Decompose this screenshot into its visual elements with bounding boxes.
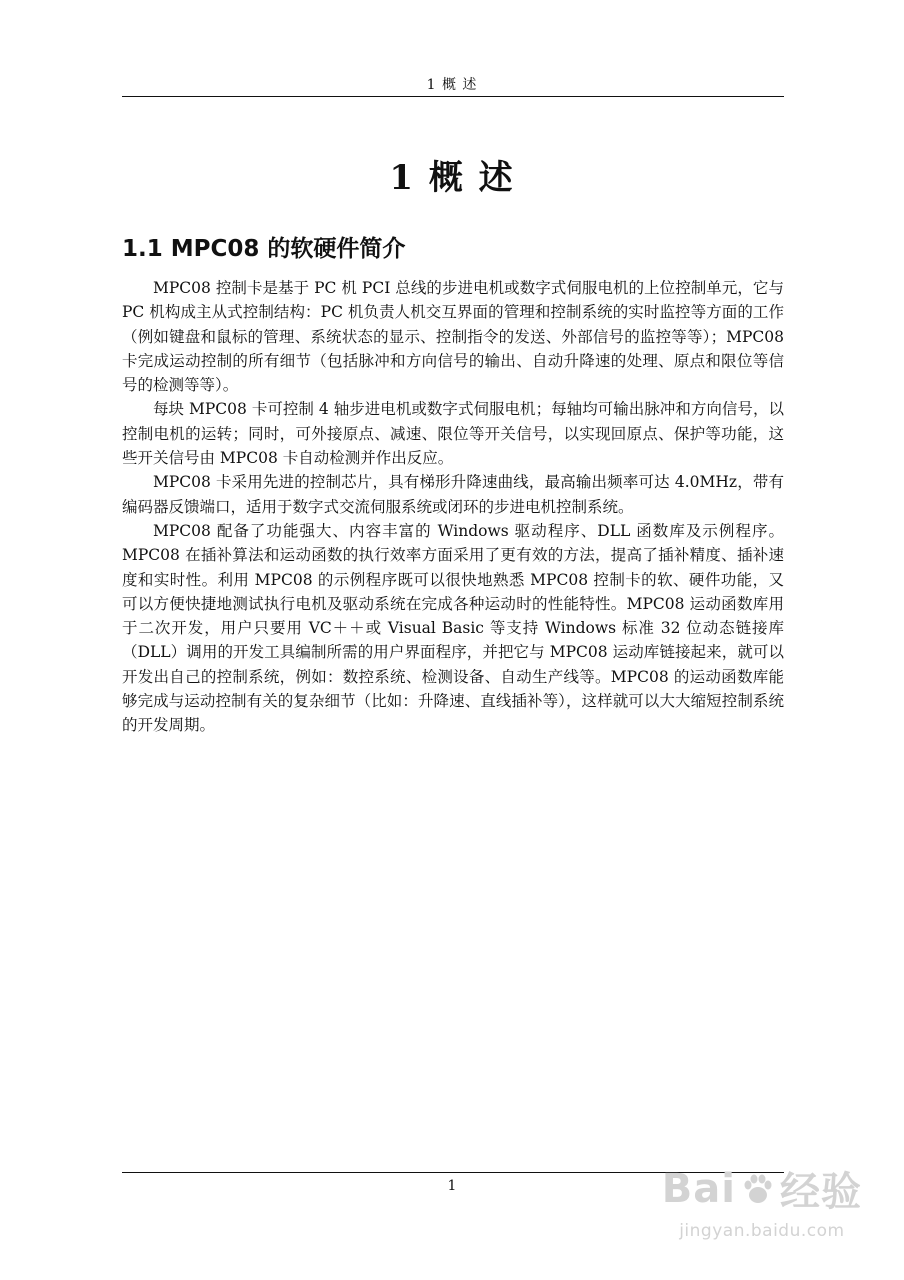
watermark-logo-text-left: Bai bbox=[661, 1165, 736, 1212]
paragraph-4: MPC08 配备了功能强大、内容丰富的 Windows 驱动程序、DLL 函数库及示例程序。MPC08 在插补算法和运动函数的执行效率方面采用了更有效的方法，提高了插补精度、插补速度和实时性。利用 MPC08 的示例程序既可以很快地熟悉 MPC08 控制卡的软、硬件功能，又可以方便快捷地测试执行电机及驱动系统在完成各种运动时的性能特性。MPC08 运动函数库用于二次开发，用户只要用 VC＋＋或 Visual Basic 等支持 Windows 标准 32 位动态链接库（DLL）调用的开发工具编制所需的用户界面程序，并把它与 MPC08 运动库链接起来，就可以开发出自己的控制系统，例如：数控系统、检测设备、自动生产线等。MPC08 的运动函数库能够完成与运动控制有关的复杂细节（比如：升降速、直线插补等），这样就可以大大缩短控制系统的开发周期。 bbox=[122, 521, 784, 735]
watermark-logo bbox=[662, 1160, 862, 1217]
paw-icon bbox=[740, 1171, 776, 1207]
baidu-watermark bbox=[662, 1160, 862, 1241]
header-rule bbox=[122, 96, 784, 97]
body-text bbox=[122, 276, 784, 738]
section-heading: 1.1 MPC08 的软硬件简介 bbox=[122, 236, 406, 262]
watermark-logo-text-right: 经验 bbox=[780, 1169, 862, 1215]
paragraph-3: MPC08 卡采用先进的控制芯片，具有梯形升降速曲线，最高输出频率可达 4.0MHz，带有编码器反馈端口，适用于数字式交流伺服系统或闭环的步进电机控制系统。 bbox=[122, 473, 784, 516]
paragraph-2: 每块 MPC08 卡可控制 4 轴步进电机或数字式伺服电机；每轴均可输出脉冲和方向信号，以控制电机的运转；同时，可外接原点、减速、限位等开关信号，以实现回原点、保护等功能，这些开关信号由 MPC08 卡自动检测并作出反应。 bbox=[122, 400, 784, 468]
chapter-title: 1 概 述 bbox=[389, 158, 515, 198]
running-head: 1 概 述 bbox=[426, 77, 478, 93]
watermark-url: jingyan.baidu.com bbox=[679, 1221, 845, 1241]
page-number: 1 bbox=[447, 1178, 457, 1194]
paragraph-1: MPC08 控制卡是基于 PC 机 PCI 总线的步进电机或数字式伺服电机的上位控制单元，它与 PC 机构成主从式控制结构：PC 机负责人机交互界面的管理和控制系统的实时监控等方面的工作（例如键盘和鼠标的管理、系统状态的显示、控制指令的发送、外部信号的监控等等）；MPC08 卡完成运动控制的所有细节（包括脉冲和方向信号的输出、自动升降速的处理、原点和限位等信号的检测等等）。 bbox=[122, 279, 784, 395]
